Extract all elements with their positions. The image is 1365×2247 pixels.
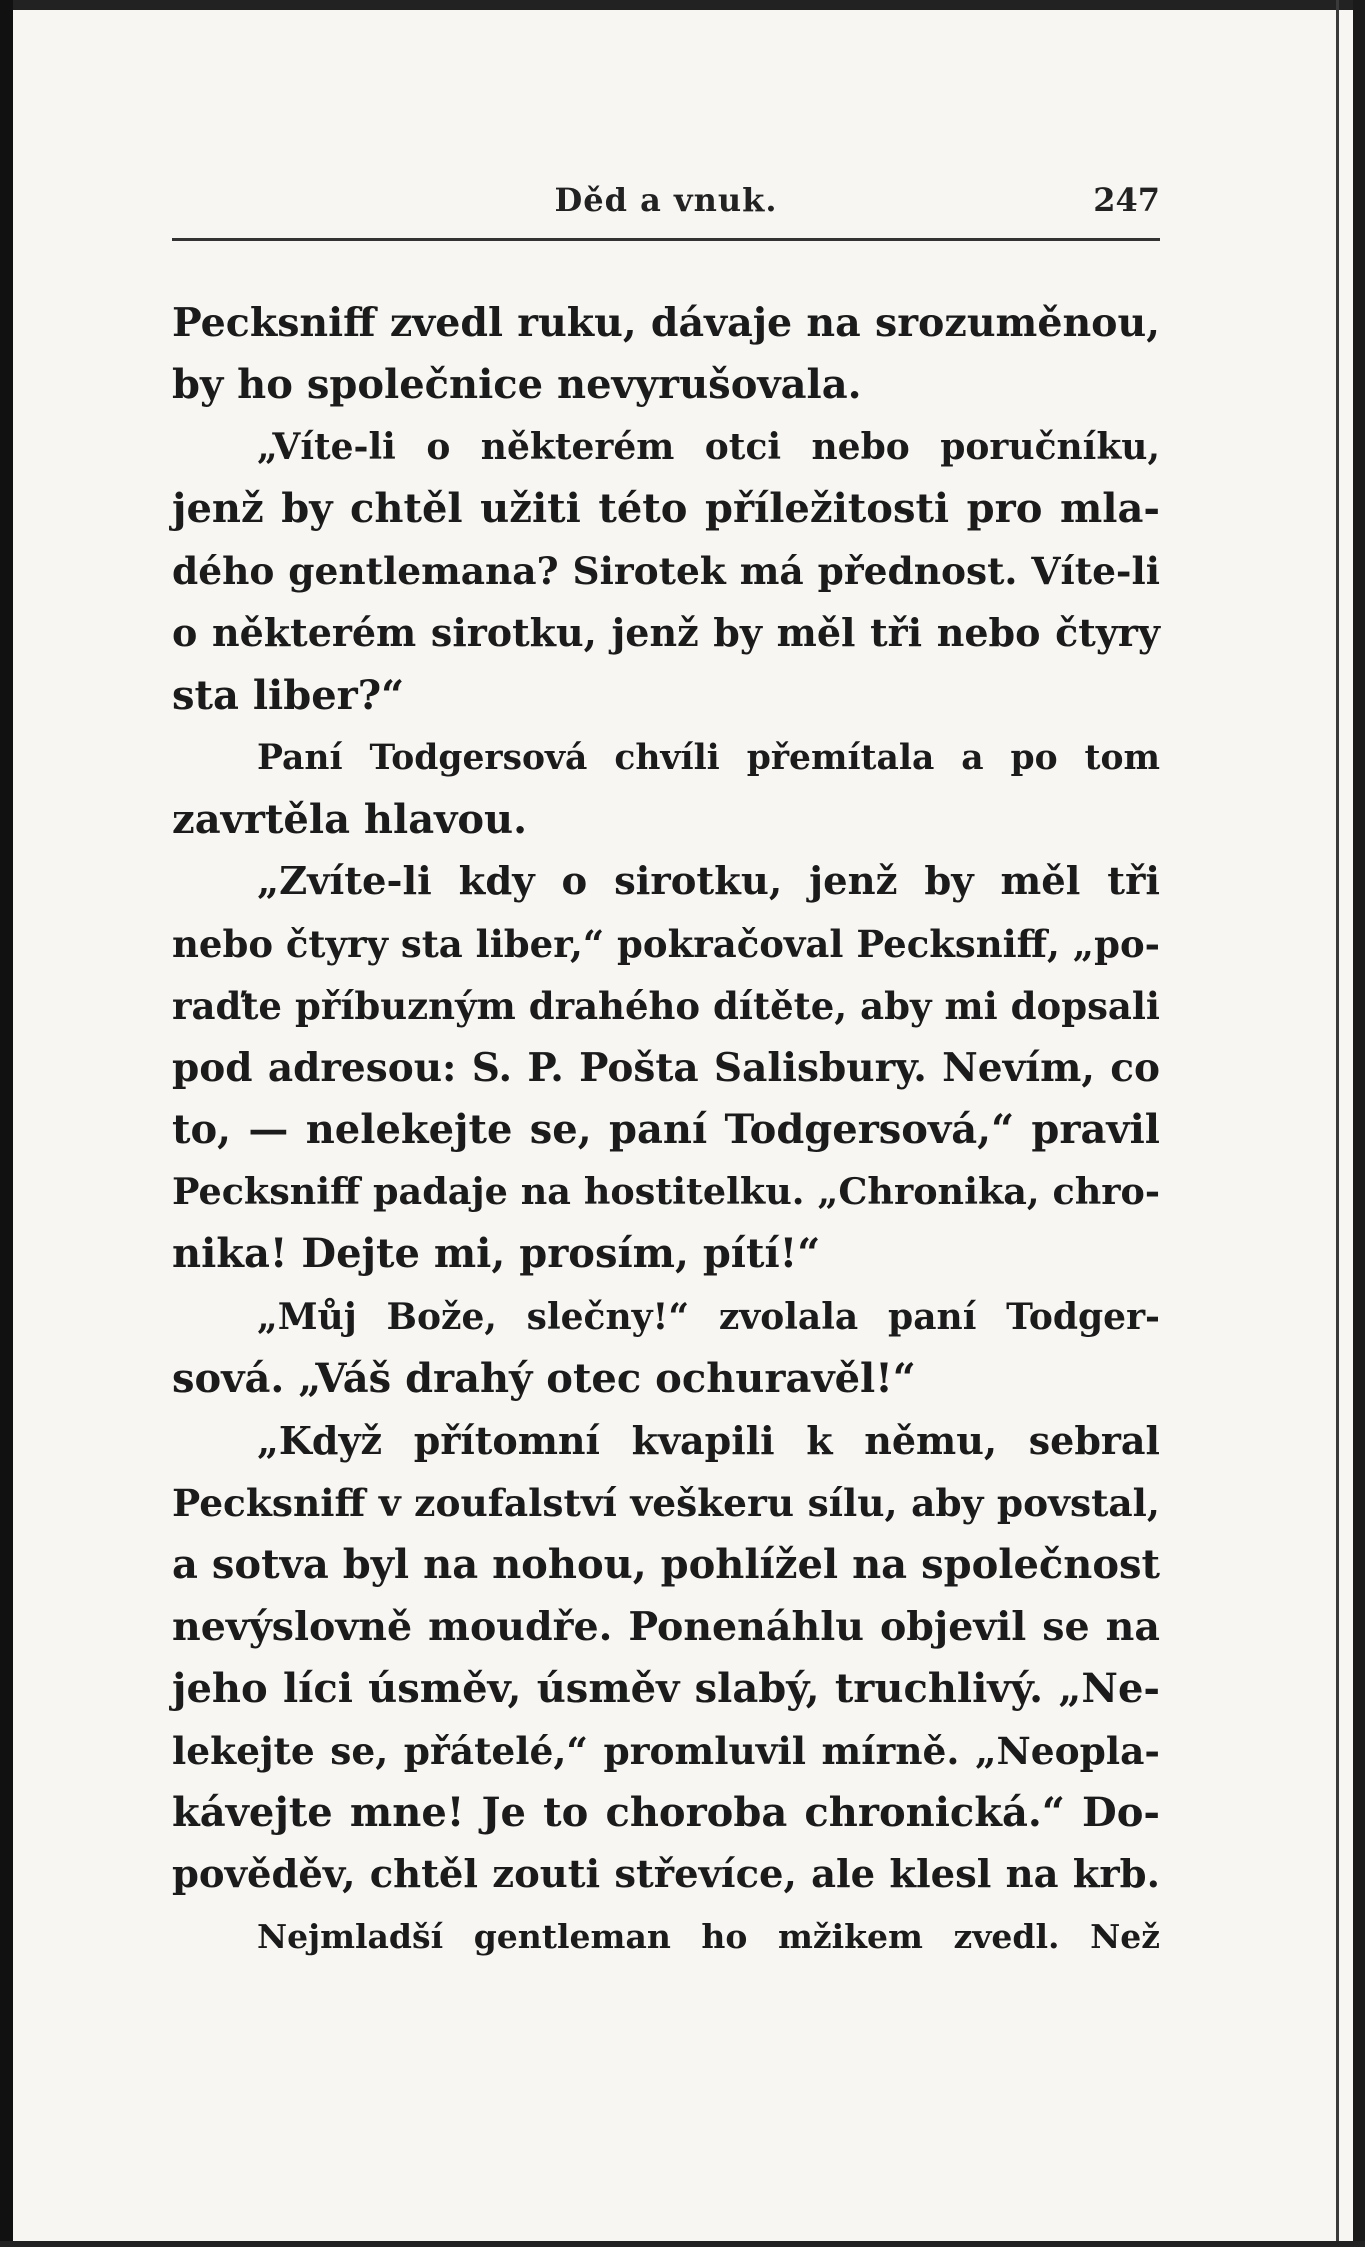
scan-border-top: [0, 0, 1365, 10]
text-line: to, — nelekejte se, paní Todgersová,“ pravil: [172, 1106, 1160, 1154]
scan-border-right: [1353, 0, 1365, 2247]
text-line: zavrtěla hlavou.: [172, 795, 528, 843]
text-line: sta liber?“: [172, 671, 405, 719]
text-line: by ho společnice nevyrušovala.: [172, 361, 862, 409]
text-line: jeho líci úsměv, úsměv slabý, truchlivý. „Ne-: [172, 1665, 1160, 1713]
text-line: „Můj Bože, slečny!“ zvolala paní Todger-: [257, 1295, 1160, 1338]
text-line: lekejte se, přátelé,“ promluvil mírně. „Neopla-: [172, 1729, 1160, 1774]
scan-border-bottom: [0, 2241, 1365, 2247]
page-header: [172, 175, 1160, 231]
text-line: „Když přítomní kvapili k němu, sebral: [257, 1417, 1160, 1463]
text-line: nika! Dejte mi, prosím, pítí!“: [172, 1230, 821, 1278]
text-line: pod adresou: S. P. Pošta Salisbury. Nevím, co: [172, 1045, 1160, 1092]
text-line: jenž by chtěl užiti této příležitosti pro mla-: [172, 485, 1160, 533]
text-line: Pecksniff zvedl ruku, dávaje na srozuměnou,: [172, 300, 1160, 346]
text-line: a sotva byl na nohou, pohlížel na společnost: [172, 1540, 1160, 1588]
text-line: dého gentlemana? Sirotek má přednost. Víte-li: [172, 549, 1160, 594]
body-text: [172, 292, 1172, 1969]
text-line: Nejmladší gentleman ho mžikem zvedl. Než: [257, 1917, 1160, 1957]
scan-border-left: [0, 0, 13, 2247]
text-line: „Víte-li o některém otci nebo poručníku,: [257, 426, 1160, 469]
text-line: pověděv, chtěl zouti střevíce, ale klesl na krb.: [172, 1852, 1160, 1898]
text-line: raďte příbuzným drahého dítěte, aby mi dopsali: [172, 984, 1160, 1029]
running-title: Děd a vnuk.: [554, 181, 778, 219]
text-line: sová. „Váš drahý otec ochuravěl!“: [172, 1354, 916, 1402]
page-number: 247: [1093, 181, 1160, 219]
scan-border-right-inner: [1336, 0, 1339, 2247]
header-rule: [172, 238, 1160, 241]
text-line: nebo čtyry sta liber,“ pokračoval Pecksniff, „po-: [172, 921, 1160, 966]
text-line: Pecksniff v zoufalství veškeru sílu, aby povstal,: [172, 1480, 1160, 1525]
text-line: nevýslovně moudře. Ponenáhlu objevil se na: [172, 1603, 1160, 1650]
text-line: kávejte mne! Je to choroba chronická.“ Do-: [172, 1789, 1160, 1837]
text-line: Pecksniff padaje na hostitelku. „Chronika, chro-: [172, 1170, 1160, 1214]
text-line: Paní Todgersová chvíli přemítala a po tom: [257, 737, 1160, 778]
text-line: „Zvíte-li kdy o sirotku, jenž by měl tři: [257, 858, 1160, 904]
text-line: o některém sirotku, jenž by měl tři nebo čtyry: [172, 610, 1160, 656]
